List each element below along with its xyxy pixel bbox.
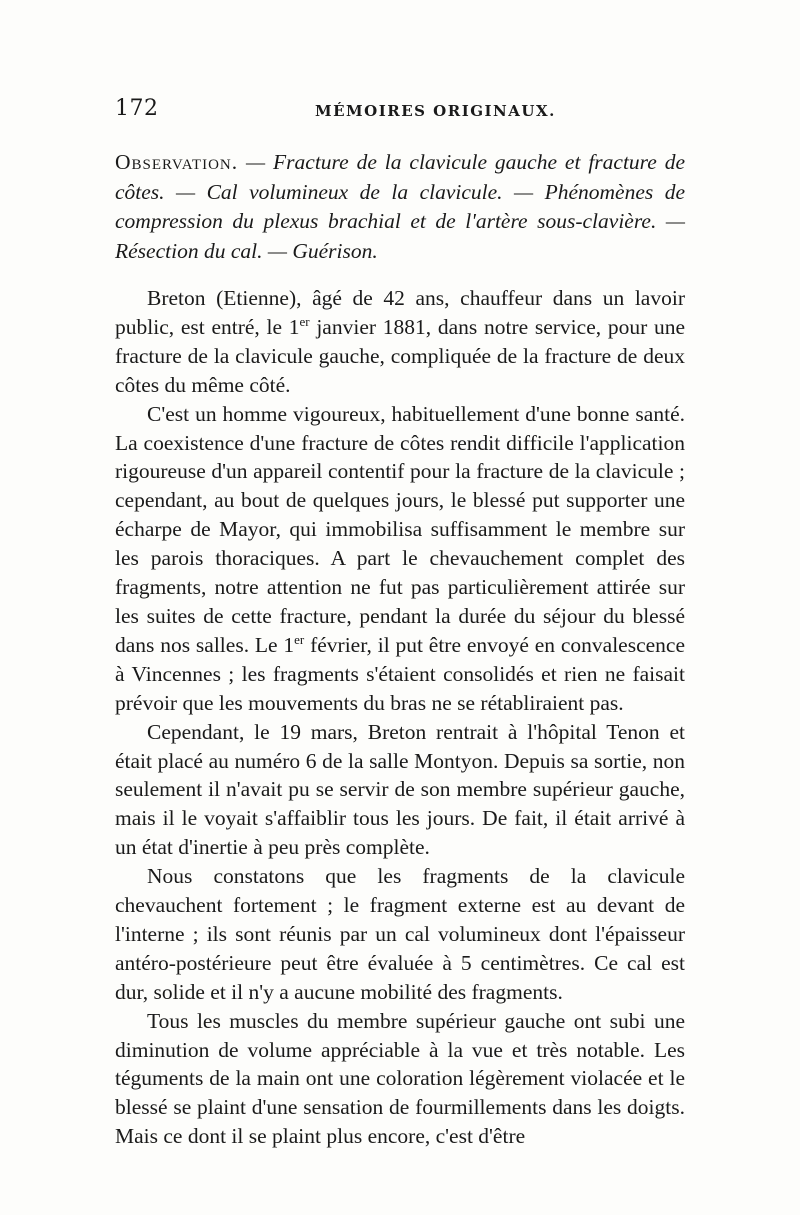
page-number: 172 bbox=[115, 96, 159, 121]
body-text bbox=[115, 284, 685, 1151]
paragraph-2-part-b: février, il put être envoyé en convalescence à Vincennes ; les fragments s'étaient consolidés et rien ne faisait prévoir que les mouvements du bras ne se rétabliraient pas. bbox=[115, 632, 686, 715]
ordinal-superscript: er bbox=[299, 313, 310, 329]
paragraph-5: Tous les muscles du membre supérieur gauche ont subi une diminution de volume appréciable à la vue et très notable. Les téguments de la main ont une coloration légèrement violacée et le blessé se plaint d'une sensation de fourmillements dans les doigts. Mais ce dont il se plaint plus encore, c'est d'être bbox=[115, 1008, 685, 1149]
observation-heading bbox=[115, 148, 685, 266]
observation-title: — Fracture de la clavicule gauche et fracture de côtes. — Cal volumineux de la clavicule. — Phénomènes de compression du plexus brachial et de l'artère sous-clavière. — Résection du cal. — Guérison. bbox=[115, 150, 685, 263]
paragraph-2-part-a: C'est un homme vigoureux, habituellement d'une bonne santé. La coexistence d'une fracture de côtes rendit difficile l'application rigoureuse d'un appareil contentif pour la fracture de la clavicule ; cependant, au bout de quelques jours, le blessé put supporter une écharpe de Mayor, qui immobilisa suffisamment le membre sur les parois thoraciques. A part le chevauchement complet des fragments, notre attention ne fut pas particulièrement attirée sur les suites de cette fracture, pendant la durée du séjour du blessé dans nos salles. Le 1 bbox=[115, 401, 685, 657]
paragraph-3: Cependant, le 19 mars, Breton rentrait à l'hôpital Tenon et était placé au numéro 6 de la salle Montyon. Depuis sa sortie, non seulement il n'avait pu se servir de son membre supérieur gauche, mais il le voyait s'affaiblir tous les jours. De fait, il était arrivé à un état d'inertie à peu près complète. bbox=[115, 719, 685, 860]
observation-label: Observation. bbox=[115, 150, 239, 174]
paragraph-4: Nous constatons que les fragments de la clavicule chevauchent fortement ; le fragment externe est au devant de l'interne ; ils sont réunis par un cal volumineux dont l'épaisseur antéro-postérieure peut être évaluée à 5 centimètres. Ce cal est dur, solide et il n'y a aucune mobilité des fragments. bbox=[115, 864, 685, 1004]
paragraph-2 bbox=[115, 400, 685, 718]
paragraph-1-part-a: Breton (Etienne), âgé de 42 ans, chauffeur dans un lavoir public, est entré, le 1 bbox=[115, 286, 685, 339]
paragraph-1-part-b: janvier 1881, dans notre service, pour une fracture de la clavicule gauche, compliquée de la fracture de deux côtes du même côté. bbox=[115, 314, 686, 397]
paragraph-1 bbox=[115, 284, 685, 400]
ordinal-superscript: er bbox=[294, 631, 305, 647]
page-header bbox=[115, 96, 685, 126]
observation-paragraph bbox=[115, 148, 685, 266]
running-head: MÉMOIRES ORIGINAUX. bbox=[315, 102, 556, 120]
